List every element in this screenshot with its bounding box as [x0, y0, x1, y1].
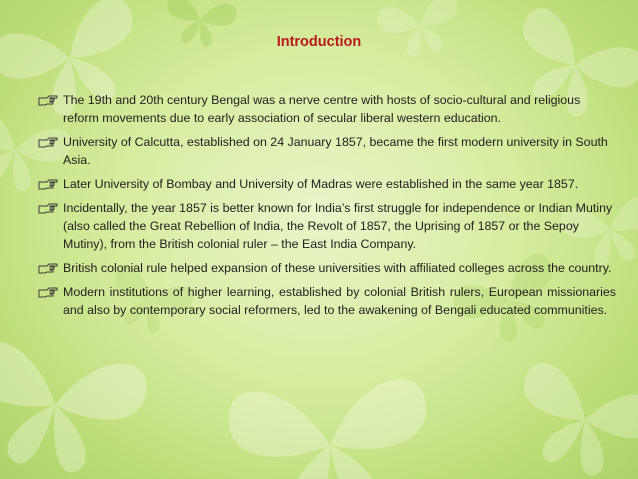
- hand-pointing-icon: [38, 203, 58, 214]
- hand-pointing-icon: [38, 179, 58, 190]
- bullet-list: [38, 91, 616, 325]
- bullet-item: [38, 91, 616, 127]
- bullet-item: [38, 133, 616, 169]
- bullet-item: [38, 175, 616, 193]
- bullet-text: Incidentally, the year 1857 is better known for India’s first struggle for independence or Indian Mutiny (also called the Great Rebellion of India, the Revolt of 1857, the Uprising of 1857 or the Sepoy Mutiny), from the British colonial ruler – the East India Company.: [63, 201, 613, 251]
- hand-pointing-icon: [38, 263, 58, 274]
- bullet-item: [38, 283, 616, 319]
- bullet-text: Later University of Bombay and University of Madras were established in the same year 1857.: [63, 177, 579, 191]
- slide-title: Introduction: [276, 34, 362, 50]
- bullet-item: [38, 259, 616, 277]
- bullet-item: [38, 199, 616, 253]
- hand-pointing-icon: [38, 137, 58, 148]
- bullet-text: University of Calcutta, established on 24 January 1857, became the first modern university in South Asia.: [63, 135, 608, 167]
- bullet-text: British colonial rule helped expansion of these universities with affiliated colleges across the country.: [63, 261, 612, 275]
- bullet-text: Modern institutions of higher learning, established by colonial British rulers, European missionaries and also by contemporary social reformers, led to the awakening of Bengali educated communities.: [63, 285, 616, 317]
- hand-pointing-icon: [38, 287, 58, 298]
- bullet-text: The 19th and 20th century Bengal was a nerve centre with hosts of socio-cultural and religious reform movements due to early association of secular liberal western education.: [63, 93, 581, 125]
- hand-pointing-icon: [38, 95, 58, 106]
